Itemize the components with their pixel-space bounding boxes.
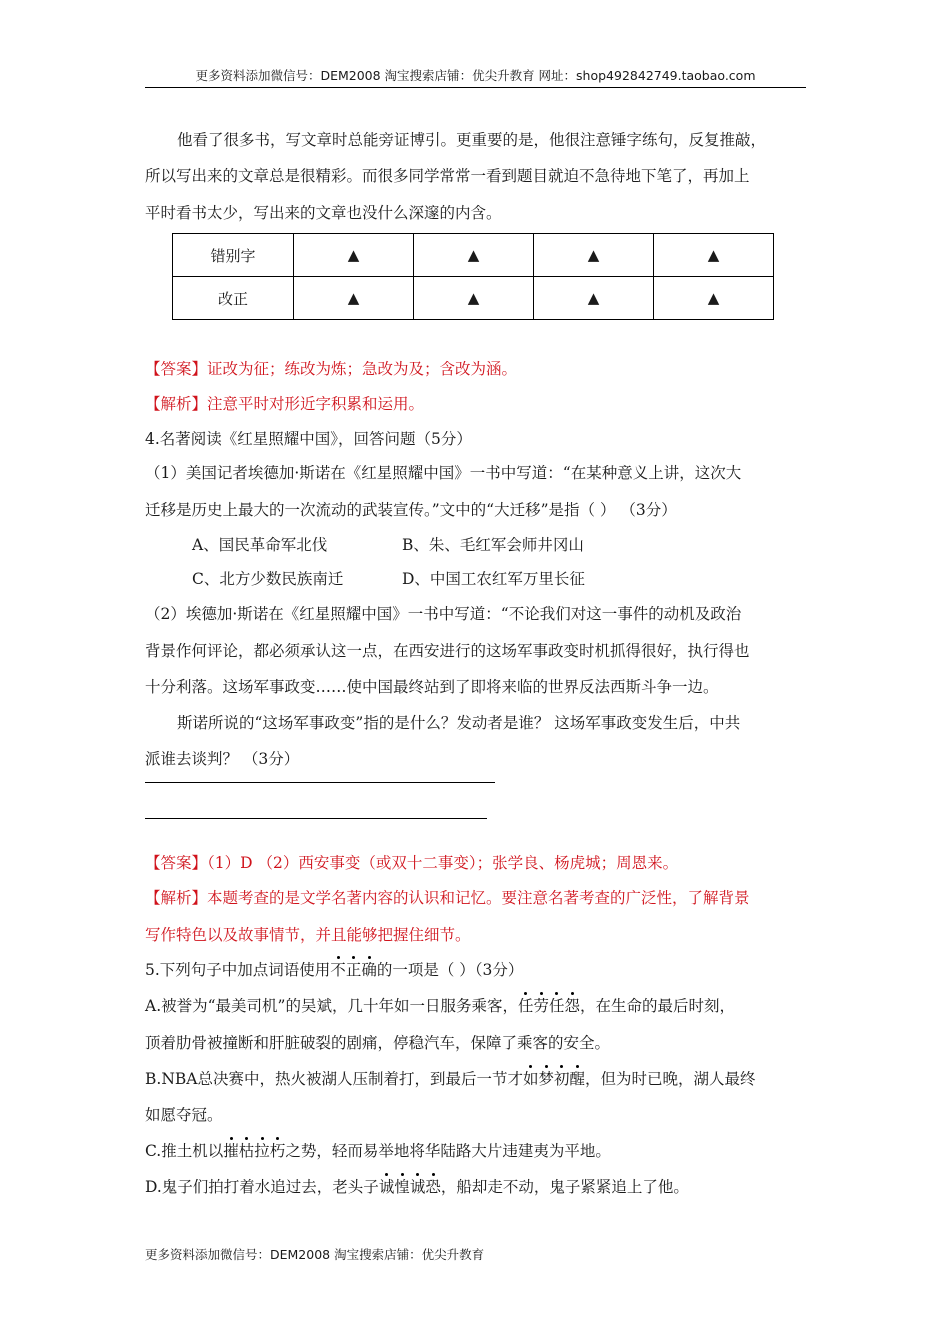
- q4-analysis-line-1: 【解析】本题考查的是文学名著内容的认识和记忆。要注意名著考查的广泛性，了解背景: [145, 889, 750, 907]
- q3-answer: 【答案】证改为征；练改为炼；急改为及；含改为涵。: [145, 360, 518, 378]
- q4-sub1-line-2: 迁移是历史上最大的一次流动的武装宣传。”文中的“大迁移”是指（ ） （3分）: [145, 501, 677, 519]
- q4-sub1-line-1: （1）美国记者埃德加·斯诺在《红星照耀中国》一书中写道：“在某种意义上讲，这次大: [145, 464, 742, 482]
- emphasis-dot-char: 恐: [425, 1178, 441, 1196]
- option-text: A.被誉为“最美司机”的吴斌，几十年如一日服务乘客，: [145, 997, 518, 1015]
- q4-answer: 【答案】（1）D （2）西安事变（或双十二事变）；张学良、杨虎城；周恩来。: [145, 854, 679, 872]
- q5-title-text: 5.下列句子中加点词语使用: [145, 961, 331, 979]
- table-cell: [294, 277, 414, 320]
- q4-analysis-line-2: 写作特色以及故事情节，并且能够把握住细节。: [145, 926, 471, 944]
- emphasis-dot-char: 梦: [538, 1070, 554, 1088]
- answer-line[interactable]: [145, 818, 487, 819]
- q4-sub2-line-1: （2）埃德加·斯诺在《红星照耀中国》一书中写道：“不论我们对这一事件的动机及政治: [145, 605, 742, 623]
- table-cell: [414, 234, 534, 277]
- table-cell: [294, 234, 414, 277]
- emphasis-dot-char: 朽: [269, 1142, 286, 1160]
- q4-sub2-question-line-1: 斯诺所说的“这场军事政变”指的是什么？发动者是谁？ 这场军事政变发生后，中共: [177, 714, 741, 732]
- q4-option-d: D、中国工农红军万里长征: [402, 570, 585, 588]
- q5-title: [145, 960, 523, 980]
- row-label-typo: 错别字: [173, 234, 294, 277]
- emphasized-word: [379, 1178, 441, 1196]
- emphasis-dot-char: 诚: [409, 1178, 426, 1196]
- option-text: ，但为时已晚，湖人最终: [585, 1070, 756, 1088]
- q5-title-text: 的一项是（ ）（3分）: [376, 961, 524, 979]
- emphasized-word: [518, 997, 580, 1015]
- option-text: ，在生命的最后时刻，: [580, 997, 736, 1015]
- q4-option-b: B、朱、毛红军会师井冈山: [402, 536, 584, 554]
- q5-option-d: [145, 1177, 689, 1197]
- emphasized-word: [330, 961, 377, 979]
- q5-option-c: [145, 1141, 611, 1161]
- emphasis-dot-char: 枯: [238, 1142, 255, 1160]
- emphasized-word: [523, 1070, 585, 1088]
- triangle-icon: ▲: [707, 289, 720, 307]
- emphasis-dot-char: 摧: [223, 1142, 239, 1160]
- emphasis-dot-char: 初: [554, 1070, 570, 1088]
- table-cell: [414, 277, 534, 320]
- emphasis-dot-char: 惶: [394, 1178, 410, 1196]
- emphasis-dot-char: 怨: [564, 997, 581, 1015]
- header-rule: [145, 87, 806, 88]
- q3-analysis: 【解析】注意平时对形近字积累和运用。: [145, 395, 425, 413]
- option-text: 之势，轻而易举地将华陆路大片违建夷为平地。: [285, 1142, 611, 1160]
- triangle-icon: ▲: [587, 246, 600, 264]
- q5-option-a-line-2: 顶着肋骨被撞断和肝脏破裂的剧痛，停稳汽车，保障了乘客的安全。: [145, 1034, 611, 1052]
- table-cell: [534, 277, 654, 320]
- page-footer: 更多资料添加微信号：DEM2008 淘宝搜索店铺：优尖升教育: [145, 1247, 485, 1262]
- correction-table: [172, 233, 774, 320]
- q5-option-b-line-2: 如愿夺冠。: [145, 1106, 223, 1124]
- q4-option-a: A、国民革命军北伐: [192, 536, 328, 554]
- passage-line-3: 平时看书太少，写出来的文章也没什么深邃的内含。: [145, 204, 502, 222]
- q5-option-a-line-1: [145, 996, 735, 1016]
- emphasis-dot-char: 确: [361, 961, 377, 979]
- triangle-icon: ▲: [587, 289, 600, 307]
- emphasis-dot-char: 如: [522, 1070, 539, 1088]
- emphasis-dot-char: 不: [330, 961, 346, 979]
- table-cell: [654, 234, 774, 277]
- option-text: C.推土机以: [145, 1142, 224, 1160]
- triangle-icon: ▲: [347, 246, 360, 264]
- emphasis-dot-char: 任: [549, 997, 565, 1015]
- table-cell: [534, 234, 654, 277]
- emphasis-dot-char: 正: [345, 961, 362, 979]
- option-text: D.鬼子们拍打着水追过去，老头子: [145, 1178, 379, 1196]
- q4-option-c: C、北方少数民族南迁: [192, 570, 344, 588]
- emphasis-dot-char: 任: [517, 997, 534, 1015]
- emphasis-dot-char: 诚: [378, 1178, 395, 1196]
- emphasis-dot-char: 醒: [569, 1070, 586, 1088]
- emphasis-dot-char: 拉: [254, 1142, 270, 1160]
- triangle-icon: ▲: [707, 246, 720, 264]
- q4-title: 4.名著阅读《红星照耀中国》，回答问题（5分）: [145, 430, 472, 448]
- q4-sub2-question-line-2: 派谁去谈判？ （3分）: [145, 750, 300, 768]
- table-row: [173, 277, 774, 320]
- triangle-icon: ▲: [467, 289, 480, 307]
- answer-line[interactable]: [145, 782, 495, 783]
- q4-sub2-line-2: 背景作何评论，都必须承认这一点，在西安进行的这场军事政变时机抓得很好，执行得也: [145, 642, 750, 660]
- passage-line-2: 所以写出来的文章总是很精彩。而很多同学常常一看到题目就迫不急待地下笔了，再加上: [145, 167, 750, 185]
- passage-line-1: 他看了很多书，写文章时总能旁证博引。更重要的是，他很注意锤字练句，反复推敲，: [177, 131, 767, 149]
- triangle-icon: ▲: [347, 289, 360, 307]
- option-text: B.NBA总决赛中，热火被湖人压制着打，到最后一节才: [145, 1070, 523, 1088]
- q4-sub2-line-3: 十分利落。这场军事政变……使中国最终站到了即将来临的世界反法西斯斗争一边。: [145, 678, 719, 696]
- page-header: 更多资料添加微信号：DEM2008 淘宝搜索店铺：优尖升教育 网址：shop492842749.taobao.com: [195, 68, 756, 83]
- q5-option-b-line-1: [145, 1069, 756, 1089]
- table-cell: [654, 277, 774, 320]
- triangle-icon: ▲: [467, 246, 480, 264]
- option-text: ，船却走不动，鬼子紧紧追上了他。: [440, 1178, 689, 1196]
- table-row: [173, 234, 774, 277]
- emphasis-dot-char: 劳: [533, 997, 550, 1015]
- emphasized-word: [223, 1142, 285, 1160]
- row-label-correction: 改正: [173, 277, 294, 320]
